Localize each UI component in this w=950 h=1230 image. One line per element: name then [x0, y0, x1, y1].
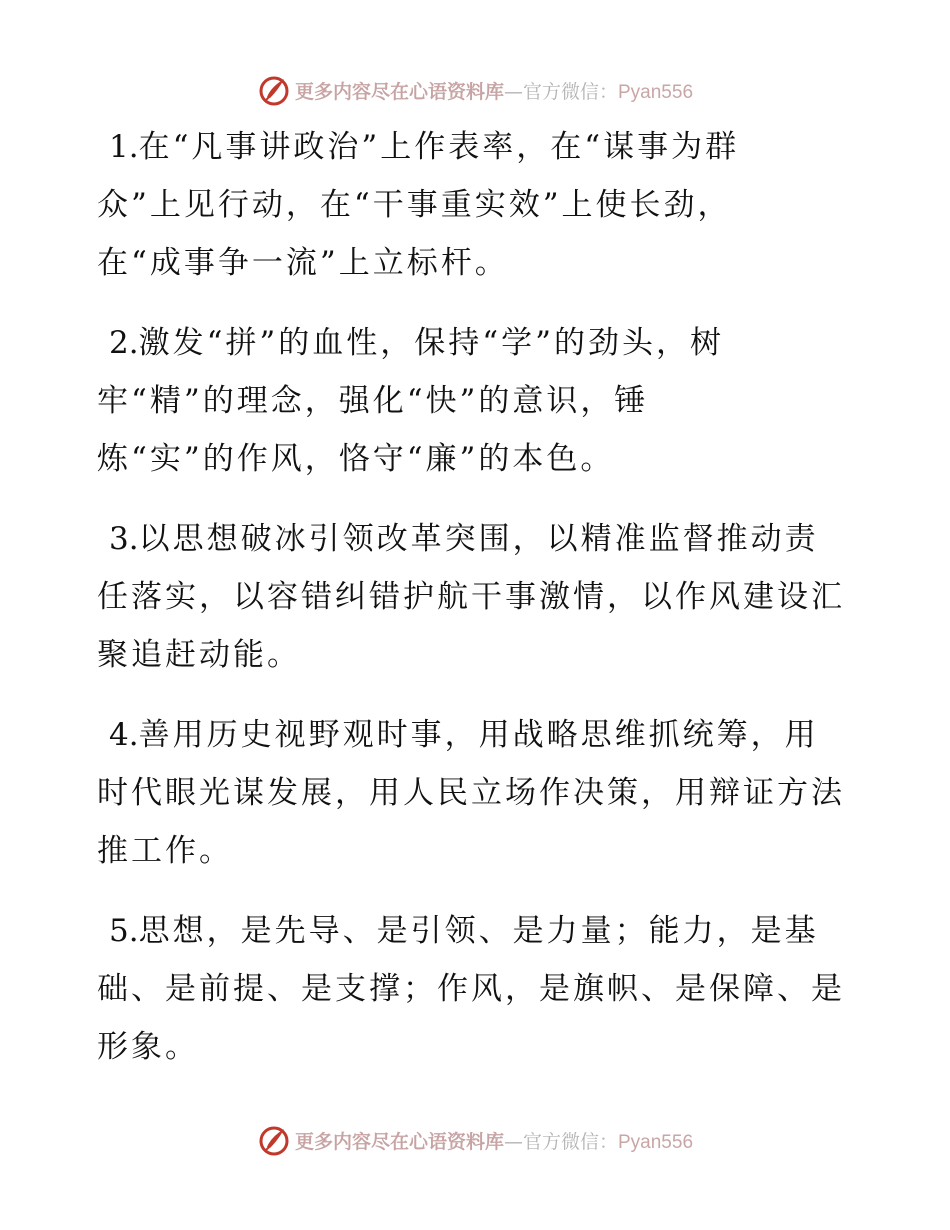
header-banner [0, 70, 950, 110]
item-2-line-2: 牢“精”的理念，强化“快”的意识，锤 [97, 383, 649, 419]
item-4-text-1: 善用历史视野观时事，用战略思维抓统筹，用 [138, 717, 819, 753]
document-body [97, 118, 857, 1098]
header-banner-text [295, 77, 693, 104]
list-item-1 [97, 118, 857, 292]
item-2-number: 2. [109, 325, 139, 361]
header-wechat-label: —官方微信： [503, 80, 618, 103]
list-item-4 [97, 706, 857, 880]
item-3-text-1: 以思想破冰引领改革突围，以精准监督推动责 [138, 521, 819, 557]
item-3-line-3: 聚追赶动能。 [97, 637, 301, 673]
item-5-line-3: 形象。 [97, 1029, 199, 1065]
item-1-line-1 [97, 118, 857, 176]
item-2-line-3: 炼“实”的作风，恪守“廉”的本色。 [97, 441, 615, 477]
item-3-number: 3. [109, 521, 139, 557]
item-1-text-1: 在“凡事讲政治”上作表率，在“谋事为群 [138, 129, 740, 165]
item-5-line-2: 础、是前提、是支撑；作风，是旗帜、是保障、是 [97, 971, 845, 1007]
item-2-line-1 [97, 314, 857, 372]
item-4-line-3: 推工作。 [97, 833, 233, 869]
item-5-line-1 [97, 902, 857, 960]
item-1-line-2: 众”上见行动，在“干事重实效”上使长劲， [97, 187, 732, 223]
quill-logo-icon [257, 73, 291, 107]
item-4-line-1 [97, 706, 857, 764]
footer-account: Pyan556 [618, 1131, 694, 1153]
quill-logo-icon [257, 1123, 291, 1157]
item-5-number: 5. [109, 913, 139, 949]
item-1-line-3: 在“成事争一流”上立标杆。 [97, 245, 509, 281]
footer-wechat-label: —官方微信： [503, 1130, 618, 1153]
item-5-text-1: 思想，是先导、是引领、是力量；能力，是基 [138, 913, 819, 949]
list-item-3 [97, 510, 857, 684]
footer-banner-text [295, 1127, 693, 1154]
list-item-2 [97, 314, 857, 488]
footer-banner [0, 1120, 950, 1160]
item-1-number: 1. [109, 129, 139, 165]
item-3-line-1 [97, 510, 857, 568]
header-brand: 更多内容尽在心语资料库 [294, 80, 504, 103]
header-account: Pyan556 [618, 81, 694, 103]
item-3-line-2: 任落实，以容错纠错护航干事激情，以作风建设汇 [97, 579, 845, 615]
list-item-5 [97, 902, 857, 1076]
item-4-line-2: 时代眼光谋发展，用人民立场作决策，用辩证方法 [97, 775, 845, 811]
item-4-number: 4. [109, 717, 139, 753]
footer-brand: 更多内容尽在心语资料库 [294, 1130, 504, 1153]
item-2-text-1: 激发“拼”的血性，保持“学”的劲头，树 [138, 325, 724, 361]
